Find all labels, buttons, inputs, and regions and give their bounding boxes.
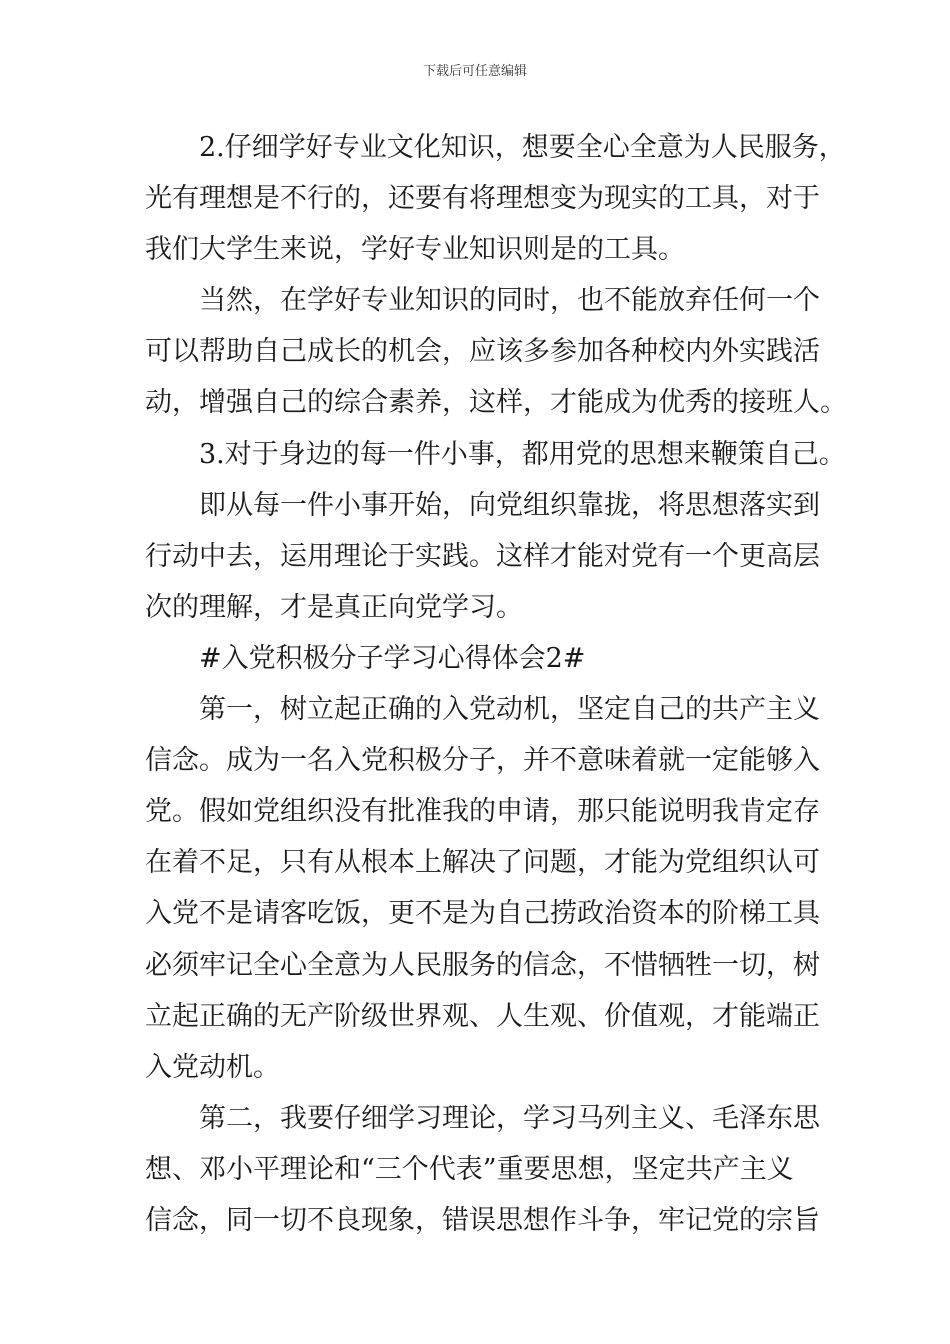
text-line: 信念。成为一名入党积极分子，并不意味着就一定能够入 — [145, 745, 820, 777]
text-line: 可以帮助自己成长的机会，应该多参加各种校内外实践活 — [145, 336, 820, 368]
text-line: 第二，我要仔细学习理论，学习马列主义、毛泽东思 — [199, 1102, 820, 1134]
text-line: 当然，在学好专业知识的同时，也不能放弃任何一个 — [199, 285, 820, 317]
text-line: 第一，树立起正确的入党动机，坚定自己的共产主义 — [199, 694, 820, 726]
text-line: 2.仔细学好专业文化知识，想要全心全意为人民服务， — [199, 132, 846, 163]
text-line: 光有理想是不行的，还要有将理想变为现实的工具，对于 — [145, 183, 820, 215]
text-line: 信念，同一切不良现象，错误思想作斗争，牢记党的宗旨 — [145, 1204, 820, 1236]
text-line: 想、邓小平理论和“三个代表”重要思想，坚定共产主义 — [145, 1153, 794, 1185]
text-line: 在着不足，只有从根本上解决了问题，才能为党组织认可 — [145, 847, 820, 879]
section-heading: #入党积极分子学习心得体会2# — [199, 642, 586, 674]
text-line: 入党不是请客吃饭，更不是为自己捞政治资本的阶梯工具 — [145, 898, 820, 930]
text-line: 次的理解，才是真正向党学习。 — [145, 591, 523, 623]
text-line: 动，增强自己的综合素养，这样，才能成为优秀的接班人。 — [145, 387, 847, 419]
text-line: 即从每一件小事开始，向党组织靠拢，将思想落实到 — [199, 489, 820, 521]
text-line: 入党动机。 — [145, 1051, 280, 1083]
text-line: 立起正确的无产阶级世界观、人生观、价值观，才能端正 — [145, 1000, 820, 1032]
text-line: 行动中去，运用理论于实践。这样才能对党有一个更高层 — [145, 540, 820, 572]
text-line: 必须牢记全心全意为人民服务的信念，不惜牺牲一切，树 — [145, 949, 820, 981]
text-line: 3.对于身边的每一件小事，都用党的思想来鞭策自己。 — [199, 438, 846, 470]
text-line: 我们大学生来说，学好专业知识则是的工具。 — [145, 234, 685, 266]
page-header: 下载后可任意编辑 — [422, 64, 527, 79]
document-body — [145, 122, 847, 1246]
text-line: 党。假如党组织没有批准我的申请，那只能说明我肯定存 — [145, 796, 820, 828]
